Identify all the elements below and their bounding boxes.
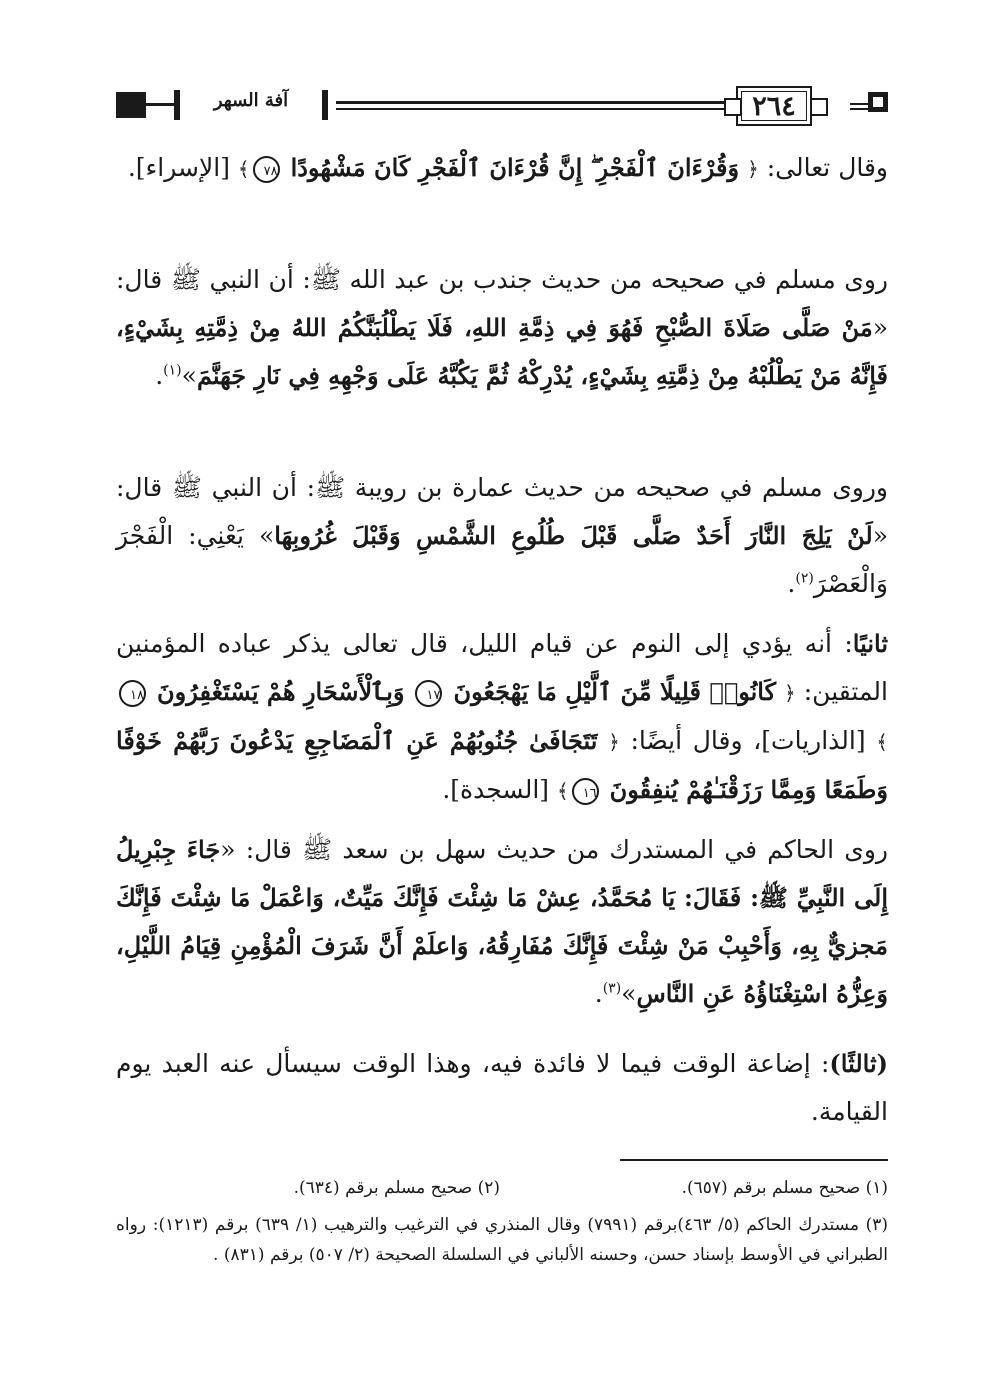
quran-close-bracket: ﴾ — [876, 730, 888, 754]
footnote-marker: (٢) — [795, 570, 814, 587]
hadith-text: مَنْ صَلَّى صَلَاةَ الصُّبْحِ فَهُوَ فِي ذِمَّةِ اللهِ، فَلَا يَطْلُبَنَّكُمُ اللهُ مِنْ ذِمَّتِهِ بِشَيْءٍ، فَإِنَّهُ مَنْ يَطْلُبْهُ مِنْ ذِمَّتِهِ بِشَيْءٍ، يُدْرِكْهُ ثُمَّ يَكُبَّهُ عَلَى وَجْهِهِ فِي نَارِ جَهَنَّمَ — [116, 313, 888, 390]
section-lead: ثانيًا — [852, 629, 888, 658]
header-rule — [850, 108, 868, 110]
paragraph-text: روى الحاكم في المستدرك من حديث سهل بن سعد ﷺ قال: « — [220, 835, 888, 864]
footnote-2: (٢) صحيح مسلم برقم (٦٣٤). — [293, 1178, 500, 1198]
paragraph-text: وروى مسلم في صحيحه من حديث عمارة بن رويبة ﷺ: أن النبي ﷺ قال: « — [116, 473, 889, 550]
hadith-text: جَاءَ جِبْرِيلُ إِلَى النَّبِيِّ ﷺ: فَقَالَ: يَا مُحَمَّدُ، عِشْ مَا شِئْتَ فَإِنَّكَ مَيِّتٌ، وَاعْمَلْ مَا شِئْتَ فَإِنَّكَ مَجزيٌّ بِهِ، وَأَحْبِبْ مَنْ شِئْتَ فَإِنَّكَ مُفَارِقُهُ، وَاعلَمْ أَنَّ شَرَفَ الْمُؤْمِنِ قِيَامُ اللَّيْلِ، وَعِزُّهُ اسْتِغْنَاؤُهُ عَنِ النَّاسِ — [116, 835, 888, 1008]
paragraph-text: : إضاعة الوقت فيما لا فائدة فيه، وهذا الوقت سيسأل عنه العبد يوم القيامة. — [116, 1049, 888, 1126]
sentence-end: . — [155, 361, 164, 390]
ayah-number-circle: ١٨ — [119, 680, 146, 707]
quran-open-bracket: ﴿ — [608, 730, 620, 754]
footnote-separator — [620, 1159, 888, 1161]
paragraph-text: : أنه يؤدي إلى النوم عن قيام الليل، قال تعالى يذكر عباده المؤمنين المتقين: — [116, 629, 888, 706]
quran-verse: تَتَجَافَىٰ جُنُوبُهُمْ عَنِ ٱلْمَضَاجِعِ يَدْعُونَ رَبَّهُمْ خَوْفًا وَطَمَعًا وَمِمَّا رَزَقْنَـٰهُمْ يُنفِقُونَ — [116, 726, 888, 804]
ayah-number-circle: ٧٨ — [253, 156, 280, 183]
header-rule — [850, 103, 868, 105]
paragraph-6 — [116, 1040, 888, 1136]
header-rule — [336, 101, 724, 104]
page-number: ٢٦٤ — [752, 90, 796, 122]
quran-close-bracket: ﴾ — [237, 157, 250, 181]
header-end-block-ornament — [116, 92, 146, 118]
header-rule — [336, 108, 724, 110]
footnote-3: (٣) مستدرك الحاكم (٥/ ٤٦٣)برقم (٧٩٩١) وقال المنذري في الترغيب والترهيب (١/ ٦٣٩) برقم (١٢١٣): رواه الطبراني في الأوسط بإسناد حسن، وحسنه الألباني في السلسلة الصحيحة (٢/ ٥٠٧) برقم (٨٣١) . — [116, 1215, 889, 1265]
paragraph-text: » يَعْنِي: الْفَجْرَ وَالْعَصْرَ — [116, 521, 888, 598]
quran-open-bracket: ﴿ — [784, 681, 796, 705]
footnote-row — [116, 1178, 888, 1208]
quran-open-bracket: ﴿ — [747, 157, 759, 181]
paragraph-text: وقال تعالى: — [758, 153, 888, 182]
surah-reference: [الذاريات]، وقال أيضًا: — [619, 726, 877, 755]
quran-verse: كَانُوا۟ قَلِيلًا مِّنَ ٱلَّيْلِ مَا يَهْجَعُونَ — [453, 677, 777, 706]
quran-verse: وَقُرْءَانَ ٱلْفَجْرِ ۖ إِنَّ قُرْءَانَ ٱلْفَجْرِ كَانَ مَشْهُودًا — [290, 153, 740, 182]
paragraph-text: روى مسلم في صحيحه من حديث جندب بن عبد الله ﷺ: أن النبي ﷺ قال: « — [116, 265, 888, 342]
header-divider-bar — [322, 90, 328, 120]
footnote-1: (١) صحيح مسلم برقم (٦٥٧). — [681, 1178, 888, 1198]
quran-close-bracket: ﴾ — [556, 779, 569, 803]
page-header — [116, 86, 888, 126]
header-corner-ornament — [724, 98, 742, 116]
hadith-text: لَنْ يَلِجَ النَّارَ أَحَدٌ صَلَّى قَبْلَ طُلُوعِ الشَّمْسِ وَقَبْلَ غُرُوبِهَا — [274, 521, 873, 550]
paragraph-5 — [116, 826, 888, 1018]
paragraph-4 — [116, 620, 888, 815]
sentence-end: . — [787, 569, 796, 598]
paragraph-1 — [116, 144, 888, 193]
quote-close: » — [181, 361, 197, 390]
sentence-end: . — [594, 979, 603, 1008]
running-title: آفة السهر — [213, 90, 289, 111]
surah-reference: [السجدة]. — [442, 775, 557, 804]
ayah-number-circle: ١٧ — [415, 680, 442, 707]
header-rule — [146, 103, 174, 106]
header-end-square-ornament — [868, 92, 888, 112]
surah-reference: [الإسراء]. — [127, 153, 238, 182]
quran-verse: وَبِٱلْأَسْحَارِ هُمْ يَسْتَغْفِرُونَ — [157, 677, 405, 706]
ayah-number-circle: ١٦ — [572, 778, 599, 805]
quote-close: » — [621, 979, 637, 1008]
paragraph-3 — [116, 464, 888, 608]
page-number-box — [736, 86, 812, 126]
header-corner-ornament — [810, 98, 828, 116]
footnote-marker: (١) — [163, 362, 182, 379]
header-divider-bar — [174, 90, 180, 120]
paragraph-2 — [116, 256, 888, 400]
section-lead: (ثالثًا) — [829, 1049, 888, 1078]
footnote-marker: (٣) — [602, 980, 622, 997]
